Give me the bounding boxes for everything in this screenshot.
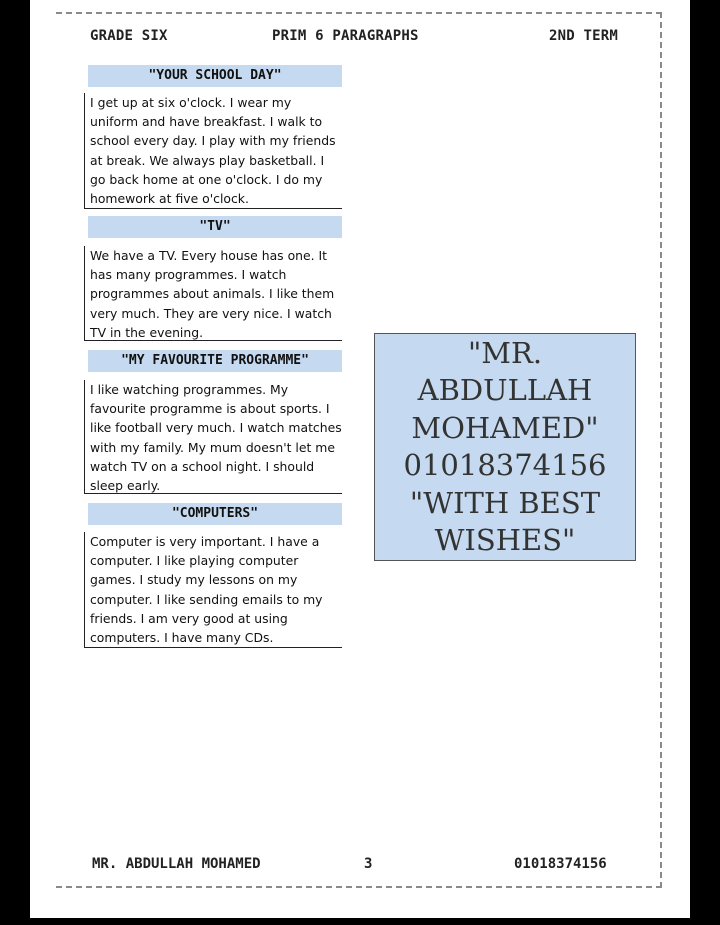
section-title-computers: "COMPUTERS" [88,503,342,525]
document-page [30,0,690,918]
section-title-favourite-programme: "MY FAVOURITE PROGRAMME" [88,350,342,372]
header-grade: GRADE SIX [90,28,168,44]
header-subject: PRIM 6 PARAGRAPHS [272,28,419,44]
paragraph-school-day: I get up at six o'clock. I wear my uniform and have breakfast. I walk to school every day. I play with my friends at break. We always play basketball. I go back home at one o'clock. I do my homework at five o'clock. [84,93,342,209]
callout-text: "MR. ABDULLAH MOHAMED" 01018374156 "WITH BEST WISHES" [403,335,607,557]
header-term: 2ND TERM [549,28,619,44]
paragraph-computers: Computer is very important. I have a computer. I like playing computer games. I study my lessons on my computer. I like sending emails to my friends. I am very good at using computers. I have many CDs. [84,532,342,648]
footer-page-number: 3 [364,856,373,872]
footer-phone: 01018374156 [514,856,607,872]
paragraph-favourite-programme: I like watching programmes. My favourite programme is about sports. I like football very much. I watch matches with my family. My mum doesn't let me watch TV on a school night. I should sleep early. [84,380,342,494]
footer-author: MR. ABDULLAH MOHAMED [92,856,261,872]
section-title-tv: "TV" [88,216,342,238]
teacher-callout-box [374,333,636,561]
paragraph-tv: We have a TV. Every house has one. It has many programmes. I watch programmes about animals. I like them very much. They are very nice. I watch TV in the evening. [84,246,342,341]
section-title-school-day: "YOUR SCHOOL DAY" [88,65,342,87]
